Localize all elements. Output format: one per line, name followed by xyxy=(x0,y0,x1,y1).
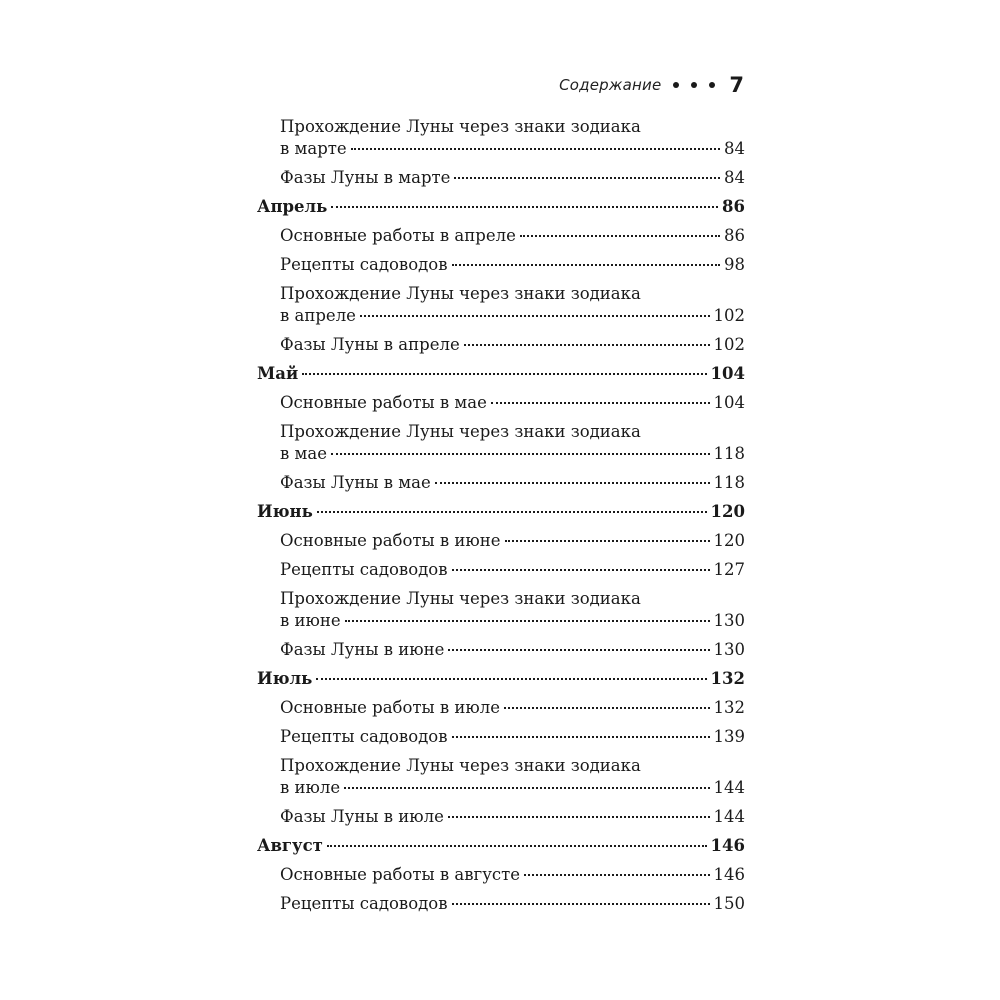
toc-entry-title: в июле xyxy=(280,778,341,797)
toc-entry-line xyxy=(280,893,745,915)
bullet-dot xyxy=(673,82,679,88)
toc-entry-title: Апрель xyxy=(257,197,328,216)
dot-leader xyxy=(448,649,709,651)
toc-entry[interactable] xyxy=(257,421,745,465)
table-of-contents xyxy=(257,116,745,922)
toc-page-number: 102 xyxy=(713,306,745,325)
toc-entry[interactable] xyxy=(257,697,745,719)
toc-page-number: 118 xyxy=(713,473,745,492)
toc-entry[interactable] xyxy=(257,334,745,356)
running-header xyxy=(559,73,744,97)
dot-leader xyxy=(504,707,709,709)
dot-leader xyxy=(435,482,710,484)
toc-page-number: 150 xyxy=(713,894,745,913)
toc-entry[interactable] xyxy=(257,864,745,886)
toc-page-number: 84 xyxy=(724,139,745,158)
toc-entry-line xyxy=(257,668,745,690)
toc-entry-title: Фазы Луны в мае xyxy=(280,473,431,492)
dot-leader xyxy=(452,264,720,266)
dot-leader xyxy=(317,511,707,513)
dot-leader xyxy=(524,874,709,876)
toc-page-number: 120 xyxy=(710,502,745,521)
toc-entry-line xyxy=(280,167,745,189)
toc-page-number: 84 xyxy=(724,168,745,187)
toc-page-number: 130 xyxy=(713,611,745,630)
toc-page-number: 132 xyxy=(713,698,745,717)
dot-leader xyxy=(344,787,709,789)
toc-entry-line xyxy=(280,864,745,886)
dot-leader xyxy=(331,453,710,455)
toc-page-number: 104 xyxy=(713,393,745,412)
toc-entry-line xyxy=(280,305,745,327)
toc-entry-title: в марте xyxy=(280,139,347,158)
toc-chapter-entry[interactable] xyxy=(257,196,745,218)
toc-entry-line xyxy=(280,639,745,661)
toc-chapter-entry[interactable] xyxy=(257,363,745,385)
toc-entry-title: Фазы Луны в апреле xyxy=(280,335,460,354)
dot-leader xyxy=(316,678,706,680)
toc-page-number: 144 xyxy=(713,778,745,797)
toc-page-number: 146 xyxy=(710,836,745,855)
dot-leader xyxy=(505,540,710,542)
toc-chapter-entry[interactable] xyxy=(257,668,745,690)
toc-entry-title: Фазы Луны в июне xyxy=(280,640,445,659)
toc-page-number: 127 xyxy=(713,560,745,579)
toc-entry-line xyxy=(280,334,745,356)
toc-entry-title-line: Прохождение Луны через знаки зодиака xyxy=(280,117,641,136)
toc-entry-line xyxy=(257,501,745,523)
section-title: Содержание xyxy=(559,76,662,94)
toc-entry-title: в мае xyxy=(280,444,327,463)
toc-page-number: 139 xyxy=(713,727,745,746)
dot-leader xyxy=(454,177,720,179)
dot-leader xyxy=(302,373,706,375)
toc-page-number: 144 xyxy=(713,807,745,826)
toc-entry-title-line: Прохождение Луны через знаки зодиака xyxy=(280,589,641,608)
dot-leader xyxy=(464,344,710,346)
toc-entry[interactable] xyxy=(257,755,745,799)
toc-entry[interactable] xyxy=(257,806,745,828)
toc-entry-title: Основные работы в мае xyxy=(280,393,487,412)
toc-entry-line xyxy=(280,610,745,632)
toc-entry-title-line: Прохождение Луны через знаки зодиака xyxy=(280,756,641,775)
toc-entry[interactable] xyxy=(257,472,745,494)
toc-entry-line xyxy=(280,138,745,160)
toc-page-number: 98 xyxy=(724,255,745,274)
bullet-dot xyxy=(709,82,715,88)
toc-entry[interactable] xyxy=(257,893,745,915)
dot-leader xyxy=(452,903,710,905)
toc-entry-line xyxy=(280,697,745,719)
toc-entry-line xyxy=(280,726,745,748)
page-number: 7 xyxy=(729,73,744,97)
toc-entry[interactable] xyxy=(257,392,745,414)
dot-leader xyxy=(331,206,718,208)
toc-entry[interactable] xyxy=(257,254,745,276)
toc-page-number: 86 xyxy=(722,197,745,216)
toc-entry[interactable] xyxy=(257,588,745,632)
toc-entry-title-line: Прохождение Луны через знаки зодиака xyxy=(280,284,641,303)
toc-entry[interactable] xyxy=(257,559,745,581)
toc-entry[interactable] xyxy=(257,283,745,327)
toc-entry-title: Основные работы в июне xyxy=(280,531,501,550)
toc-entry-title: Август xyxy=(257,836,323,855)
toc-entry-line xyxy=(280,806,745,828)
dot-leader xyxy=(520,235,720,237)
toc-entry-line xyxy=(280,530,745,552)
dot-leader xyxy=(345,620,710,622)
toc-entry-title: Фазы Луны в июле xyxy=(280,807,444,826)
toc-entry-title: Июнь xyxy=(257,502,313,521)
toc-entry-line xyxy=(257,196,745,218)
toc-entry-line xyxy=(280,392,745,414)
toc-page-number: 86 xyxy=(724,226,745,245)
toc-entry-title: Май xyxy=(257,364,299,383)
toc-entry-line xyxy=(280,472,745,494)
dot-leader xyxy=(360,315,710,317)
toc-entry-title: в июне xyxy=(280,611,341,630)
dot-leader xyxy=(491,402,710,404)
toc-page-number: 132 xyxy=(710,669,745,688)
toc-entry-line xyxy=(257,835,745,857)
toc-page-number: 104 xyxy=(710,364,745,383)
dot-leader xyxy=(327,845,707,847)
bullet-dot xyxy=(691,82,697,88)
toc-entry[interactable] xyxy=(257,530,745,552)
toc-entry-title: Фазы Луны в марте xyxy=(280,168,451,187)
toc-entry-title: Основные работы в июле xyxy=(280,698,501,717)
dot-leader xyxy=(448,816,710,818)
toc-entry-line xyxy=(280,443,745,465)
toc-page-number: 102 xyxy=(713,335,745,354)
toc-entry[interactable] xyxy=(257,116,745,160)
toc-entry[interactable] xyxy=(257,726,745,748)
toc-entry-title: Рецепты садоводов xyxy=(280,255,448,274)
toc-entry-line xyxy=(257,363,745,385)
toc-page-number: 146 xyxy=(713,865,745,884)
toc-entry-title-line: Прохождение Луны через знаки зодиака xyxy=(280,422,641,441)
toc-entry-line xyxy=(280,559,745,581)
toc-entry-title: Июль xyxy=(257,669,313,688)
toc-entry-title: Рецепты садоводов xyxy=(280,560,448,579)
dot-leader xyxy=(351,148,720,150)
toc-entry-title: Рецепты садоводов xyxy=(280,894,448,913)
toc-entry-line xyxy=(280,225,745,247)
toc-entry[interactable] xyxy=(257,167,745,189)
toc-page-number: 120 xyxy=(713,531,745,550)
dot-leader xyxy=(452,736,710,738)
toc-page-number: 118 xyxy=(713,444,745,463)
toc-entry-title: в апреле xyxy=(280,306,356,325)
toc-entry[interactable] xyxy=(257,225,745,247)
toc-page-number: 130 xyxy=(713,640,745,659)
toc-entry[interactable] xyxy=(257,639,745,661)
toc-chapter-entry[interactable] xyxy=(257,835,745,857)
toc-entry-title: Основные работы в августе xyxy=(280,865,521,884)
dot-leader xyxy=(452,569,710,571)
toc-entry-line xyxy=(280,777,745,799)
toc-entry-line xyxy=(280,254,745,276)
toc-entry-title: Рецепты садоводов xyxy=(280,727,448,746)
toc-entry-title: Основные работы в апреле xyxy=(280,226,516,245)
toc-chapter-entry[interactable] xyxy=(257,501,745,523)
